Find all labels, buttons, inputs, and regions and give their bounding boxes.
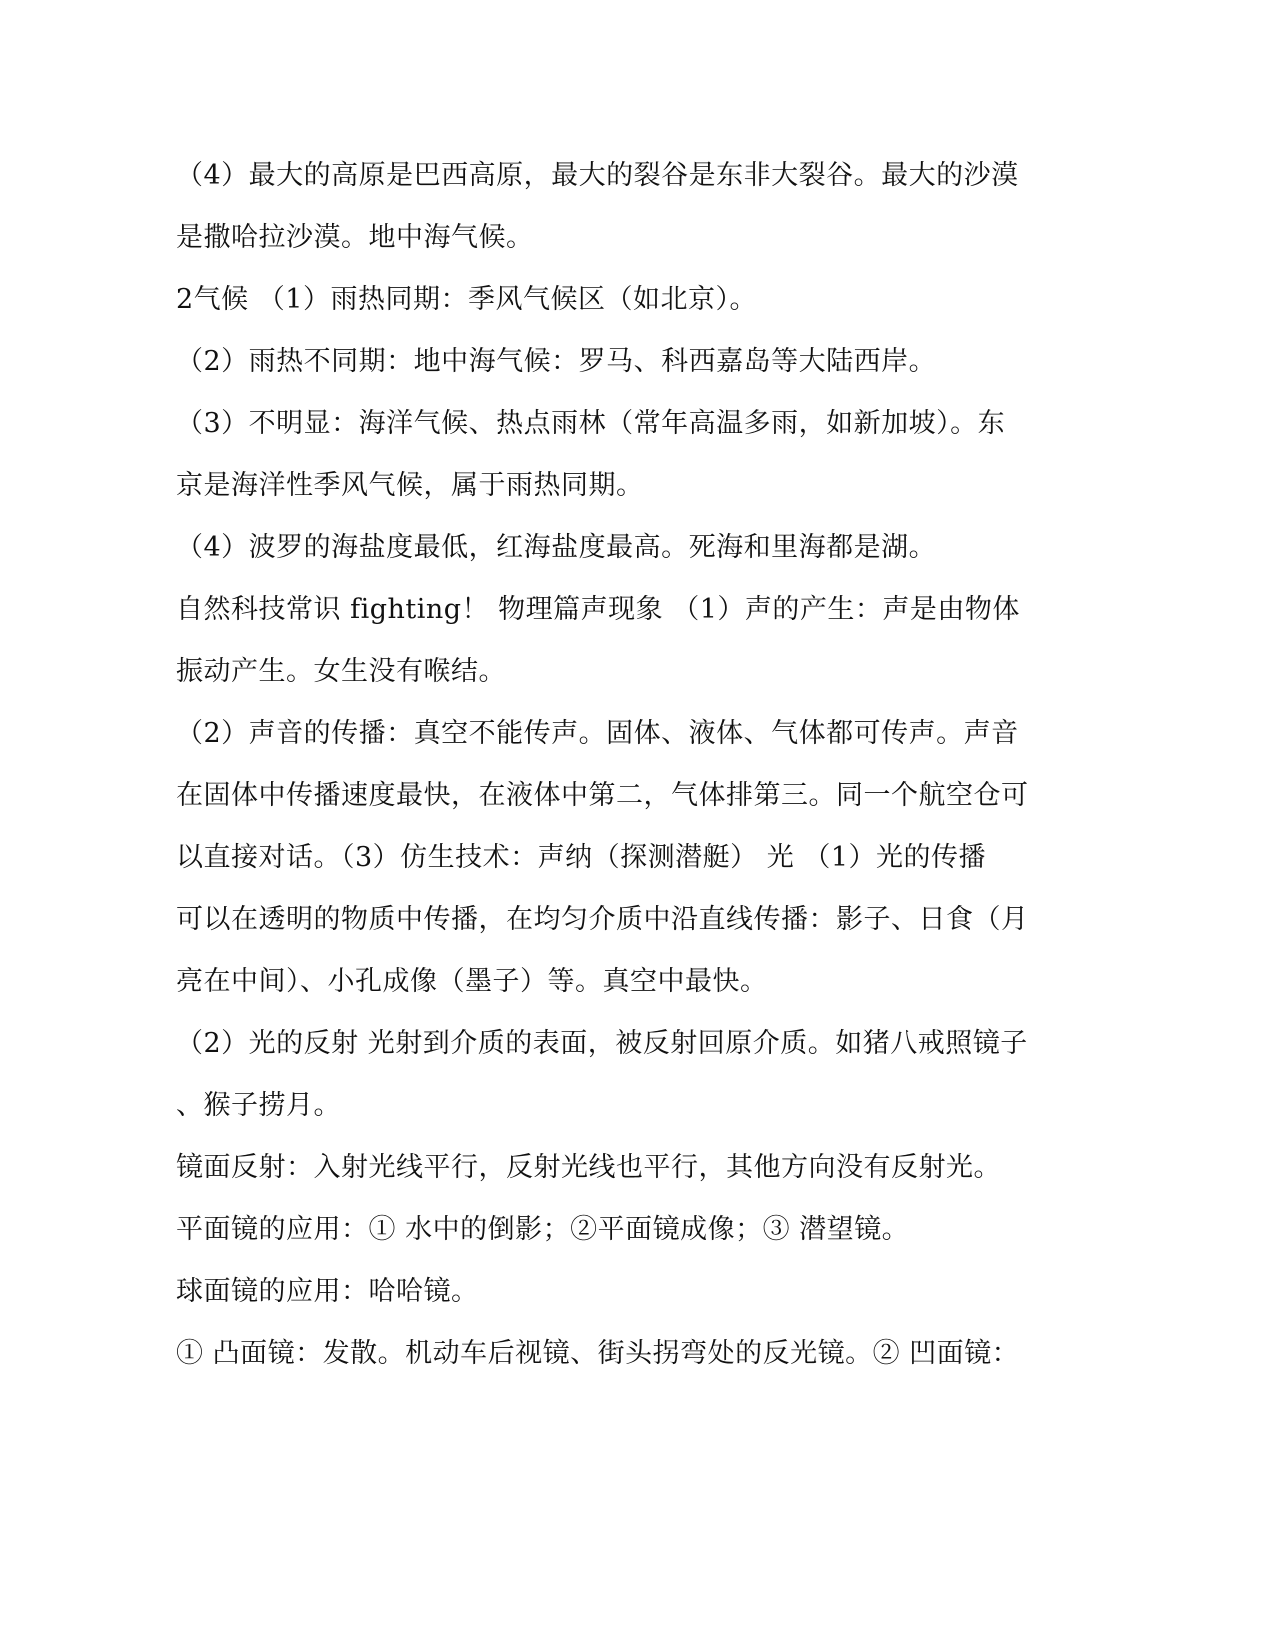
text-line: ① 凸面镜：发散。机动车后视镜、街头拐弯处的反光镜。② 凹面镜： bbox=[176, 1338, 1020, 1369]
text-line: （4）最大的高原是巴西高原，最大的裂谷是东非大裂谷。最大的沙漠 bbox=[176, 160, 1019, 191]
text-line: 京是海洋性季风气候，属于雨热同期。 bbox=[176, 470, 644, 501]
text-line: （2）光的反射 光射到介质的表面，被反射回原介质。如猪八戒照镜子 bbox=[176, 1028, 1028, 1059]
text-line: 球面镜的应用：哈哈镜。 bbox=[176, 1276, 479, 1307]
text-line: 平面镜的应用：① 水中的倒影；②平面镜成像；③ 潜望镜。 bbox=[176, 1214, 910, 1245]
text-line: 2气候 （1）雨热同期：季风气候区（如北京）。 bbox=[176, 284, 757, 315]
text-line: （4）波罗的海盐度最低，红海盐度最高。死海和里海都是湖。 bbox=[176, 532, 937, 563]
text-line: 以直接对话。（3）仿生技术：声纳（探测潜艇） 光 （1）光的传播 bbox=[176, 842, 987, 873]
text-line: 振动产生。女生没有喉结。 bbox=[176, 656, 506, 687]
text-line: （2）声音的传播：真空不能传声。固体、液体、气体都可传声。声音 bbox=[176, 718, 1019, 749]
text-line: （3）不明显：海洋气候、热点雨林（常年高温多雨，如新加坡）。东 bbox=[176, 408, 1006, 439]
text-line: （2）雨热不同期：地中海气候：罗马、科西嘉岛等大陆西岸。 bbox=[176, 346, 937, 377]
text-line: 在固体中传播速度最快，在液体中第二，气体排第三。同一个航空仓可 bbox=[176, 780, 1029, 811]
text-line: 亮在中间）、小孔成像（墨子）等。真空中最快。 bbox=[176, 966, 768, 997]
text-line: 可以在透明的物质中传播，在均匀介质中沿直线传播：影子、日食（月 bbox=[176, 904, 1029, 935]
text-line: 自然科技常识 fighting！ 物理篇声现象 （1）声的产生：声是由物体 bbox=[176, 594, 1020, 625]
text-line: 镜面反射：入射光线平行，反射光线也平行，其他方向没有反射光。 bbox=[176, 1152, 1001, 1183]
text-line: 、猴子捞月。 bbox=[176, 1090, 341, 1121]
text-line: 是撒哈拉沙漠。地中海气候。 bbox=[176, 222, 534, 253]
body-text bbox=[176, 145, 1056, 1385]
